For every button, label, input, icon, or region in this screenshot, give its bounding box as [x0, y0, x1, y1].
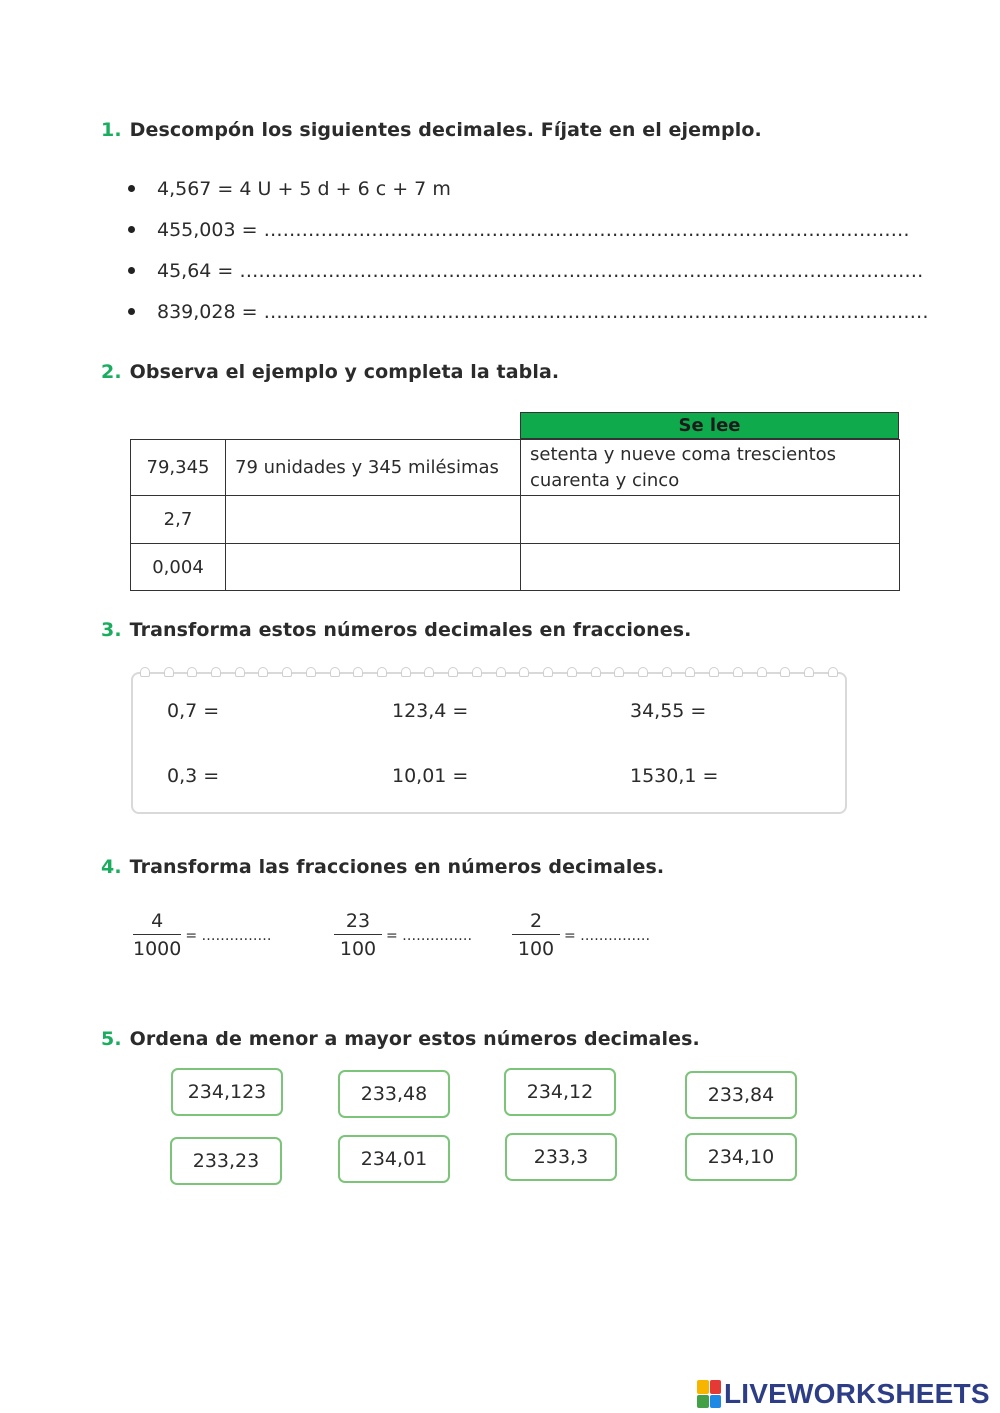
- fraction-item: [512, 910, 650, 960]
- decimal-to-fraction-item[interactable]: 0,7 =: [167, 700, 220, 722]
- bullet-icon: [128, 185, 135, 192]
- list-item[interactable]: [126, 209, 929, 250]
- question-4-text: Transforma las fracciones en números decimales.: [129, 856, 665, 878]
- question-4-title: [101, 856, 664, 878]
- decompose-list: [126, 168, 929, 332]
- table-row: [131, 496, 900, 544]
- question-2-text: Observa el ejemplo y completa la tabla.: [129, 361, 560, 383]
- order-number-box[interactable]: 233,84: [685, 1071, 797, 1119]
- order-number-box[interactable]: 234,12: [504, 1068, 616, 1116]
- table-cell-decomposition-input[interactable]: [226, 544, 521, 591]
- table-header-se-lee: Se lee: [520, 412, 899, 439]
- bullet-icon: [128, 308, 135, 315]
- fraction-denominator: 1000: [133, 938, 182, 960]
- decimal-to-fraction-item[interactable]: 34,55 =: [630, 700, 707, 722]
- order-number-box[interactable]: 233,3: [505, 1133, 617, 1181]
- table-cell-reading: setenta y nueve coma trescientos cuarenta y cinco: [521, 440, 900, 496]
- order-number-box[interactable]: 234,01: [338, 1135, 450, 1183]
- fraction-numerator: 4: [133, 910, 181, 935]
- fraction-denominator: 100: [517, 938, 555, 960]
- fraction-answer-blank[interactable]: = ……………: [185, 928, 272, 944]
- order-number-box[interactable]: 233,48: [338, 1070, 450, 1118]
- logo-icon: [697, 1380, 721, 1408]
- list-item: [126, 168, 929, 209]
- order-number-box[interactable]: 234,10: [685, 1133, 797, 1181]
- decimal-table: [130, 439, 900, 591]
- question-5-title: [101, 1028, 700, 1050]
- fraction-numerator: 2: [512, 910, 560, 935]
- decimal-to-fraction-item[interactable]: 1530,1 =: [630, 765, 719, 787]
- table-cell-decomposition: 79 unidades y 345 milésimas: [226, 440, 521, 496]
- liveworksheets-logo: [697, 1378, 990, 1410]
- bullet-icon: [128, 226, 135, 233]
- question-5-text: Ordena de menor a mayor estos números decimales.: [129, 1028, 700, 1050]
- question-1-text: Descompón los siguientes decimales. Fíjate en el ejemplo.: [129, 119, 762, 141]
- list-item[interactable]: [126, 250, 929, 291]
- decompose-answer-3[interactable]: 839,028 = ……………………………………………………………………………………………: [157, 300, 929, 323]
- table-cell-number: 2,7: [131, 496, 226, 544]
- spiral-rings: [133, 667, 845, 679]
- question-2-title: [101, 361, 559, 383]
- example-decomposition: 4,567 = 4 U + 5 d + 6 c + 7 m: [157, 177, 451, 200]
- decimal-to-fraction-item[interactable]: 0,3 =: [167, 765, 220, 787]
- table-cell-number: 0,004: [131, 544, 226, 591]
- fraction-denominator: 100: [339, 938, 377, 960]
- question-2-number: 2.: [101, 361, 122, 383]
- decimal-to-fraction-item[interactable]: 10,01 =: [392, 765, 469, 787]
- table-cell-reading-input[interactable]: [521, 496, 900, 544]
- decompose-answer-2[interactable]: 45,64 = ………………………………………………………………………………………………: [157, 259, 924, 282]
- question-5-number: 5.: [101, 1028, 122, 1050]
- question-1-number: 1.: [101, 119, 122, 141]
- decompose-answer-1[interactable]: 455,003 = …………………………………………………………………………………………: [157, 218, 910, 241]
- fraction-item: [133, 910, 272, 960]
- question-4-number: 4.: [101, 856, 122, 878]
- fraction-answer-blank[interactable]: = ……………: [386, 928, 473, 944]
- logo-text: LIVEWORKSHEETS: [724, 1378, 990, 1409]
- decimal-to-fraction-item[interactable]: 123,4 =: [392, 700, 469, 722]
- notebook-box: [131, 672, 847, 814]
- question-3-number: 3.: [101, 619, 122, 641]
- list-item[interactable]: [126, 291, 929, 332]
- table-cell-number: 79,345: [131, 440, 226, 496]
- table-row: [131, 440, 900, 496]
- fraction-answer-blank[interactable]: = ……………: [564, 928, 651, 944]
- table-row: [131, 544, 900, 591]
- question-1-title: [101, 119, 762, 141]
- table-cell-reading-input[interactable]: [521, 544, 900, 591]
- fraction-numerator: 23: [334, 910, 382, 935]
- question-3-text: Transforma estos números decimales en fracciones.: [129, 619, 692, 641]
- order-number-box[interactable]: 234,123: [171, 1068, 283, 1116]
- fraction-item: [334, 910, 472, 960]
- question-3-title: [101, 619, 691, 641]
- table-cell-decomposition-input[interactable]: [226, 496, 521, 544]
- bullet-icon: [128, 267, 135, 274]
- order-number-box[interactable]: 233,23: [170, 1137, 282, 1185]
